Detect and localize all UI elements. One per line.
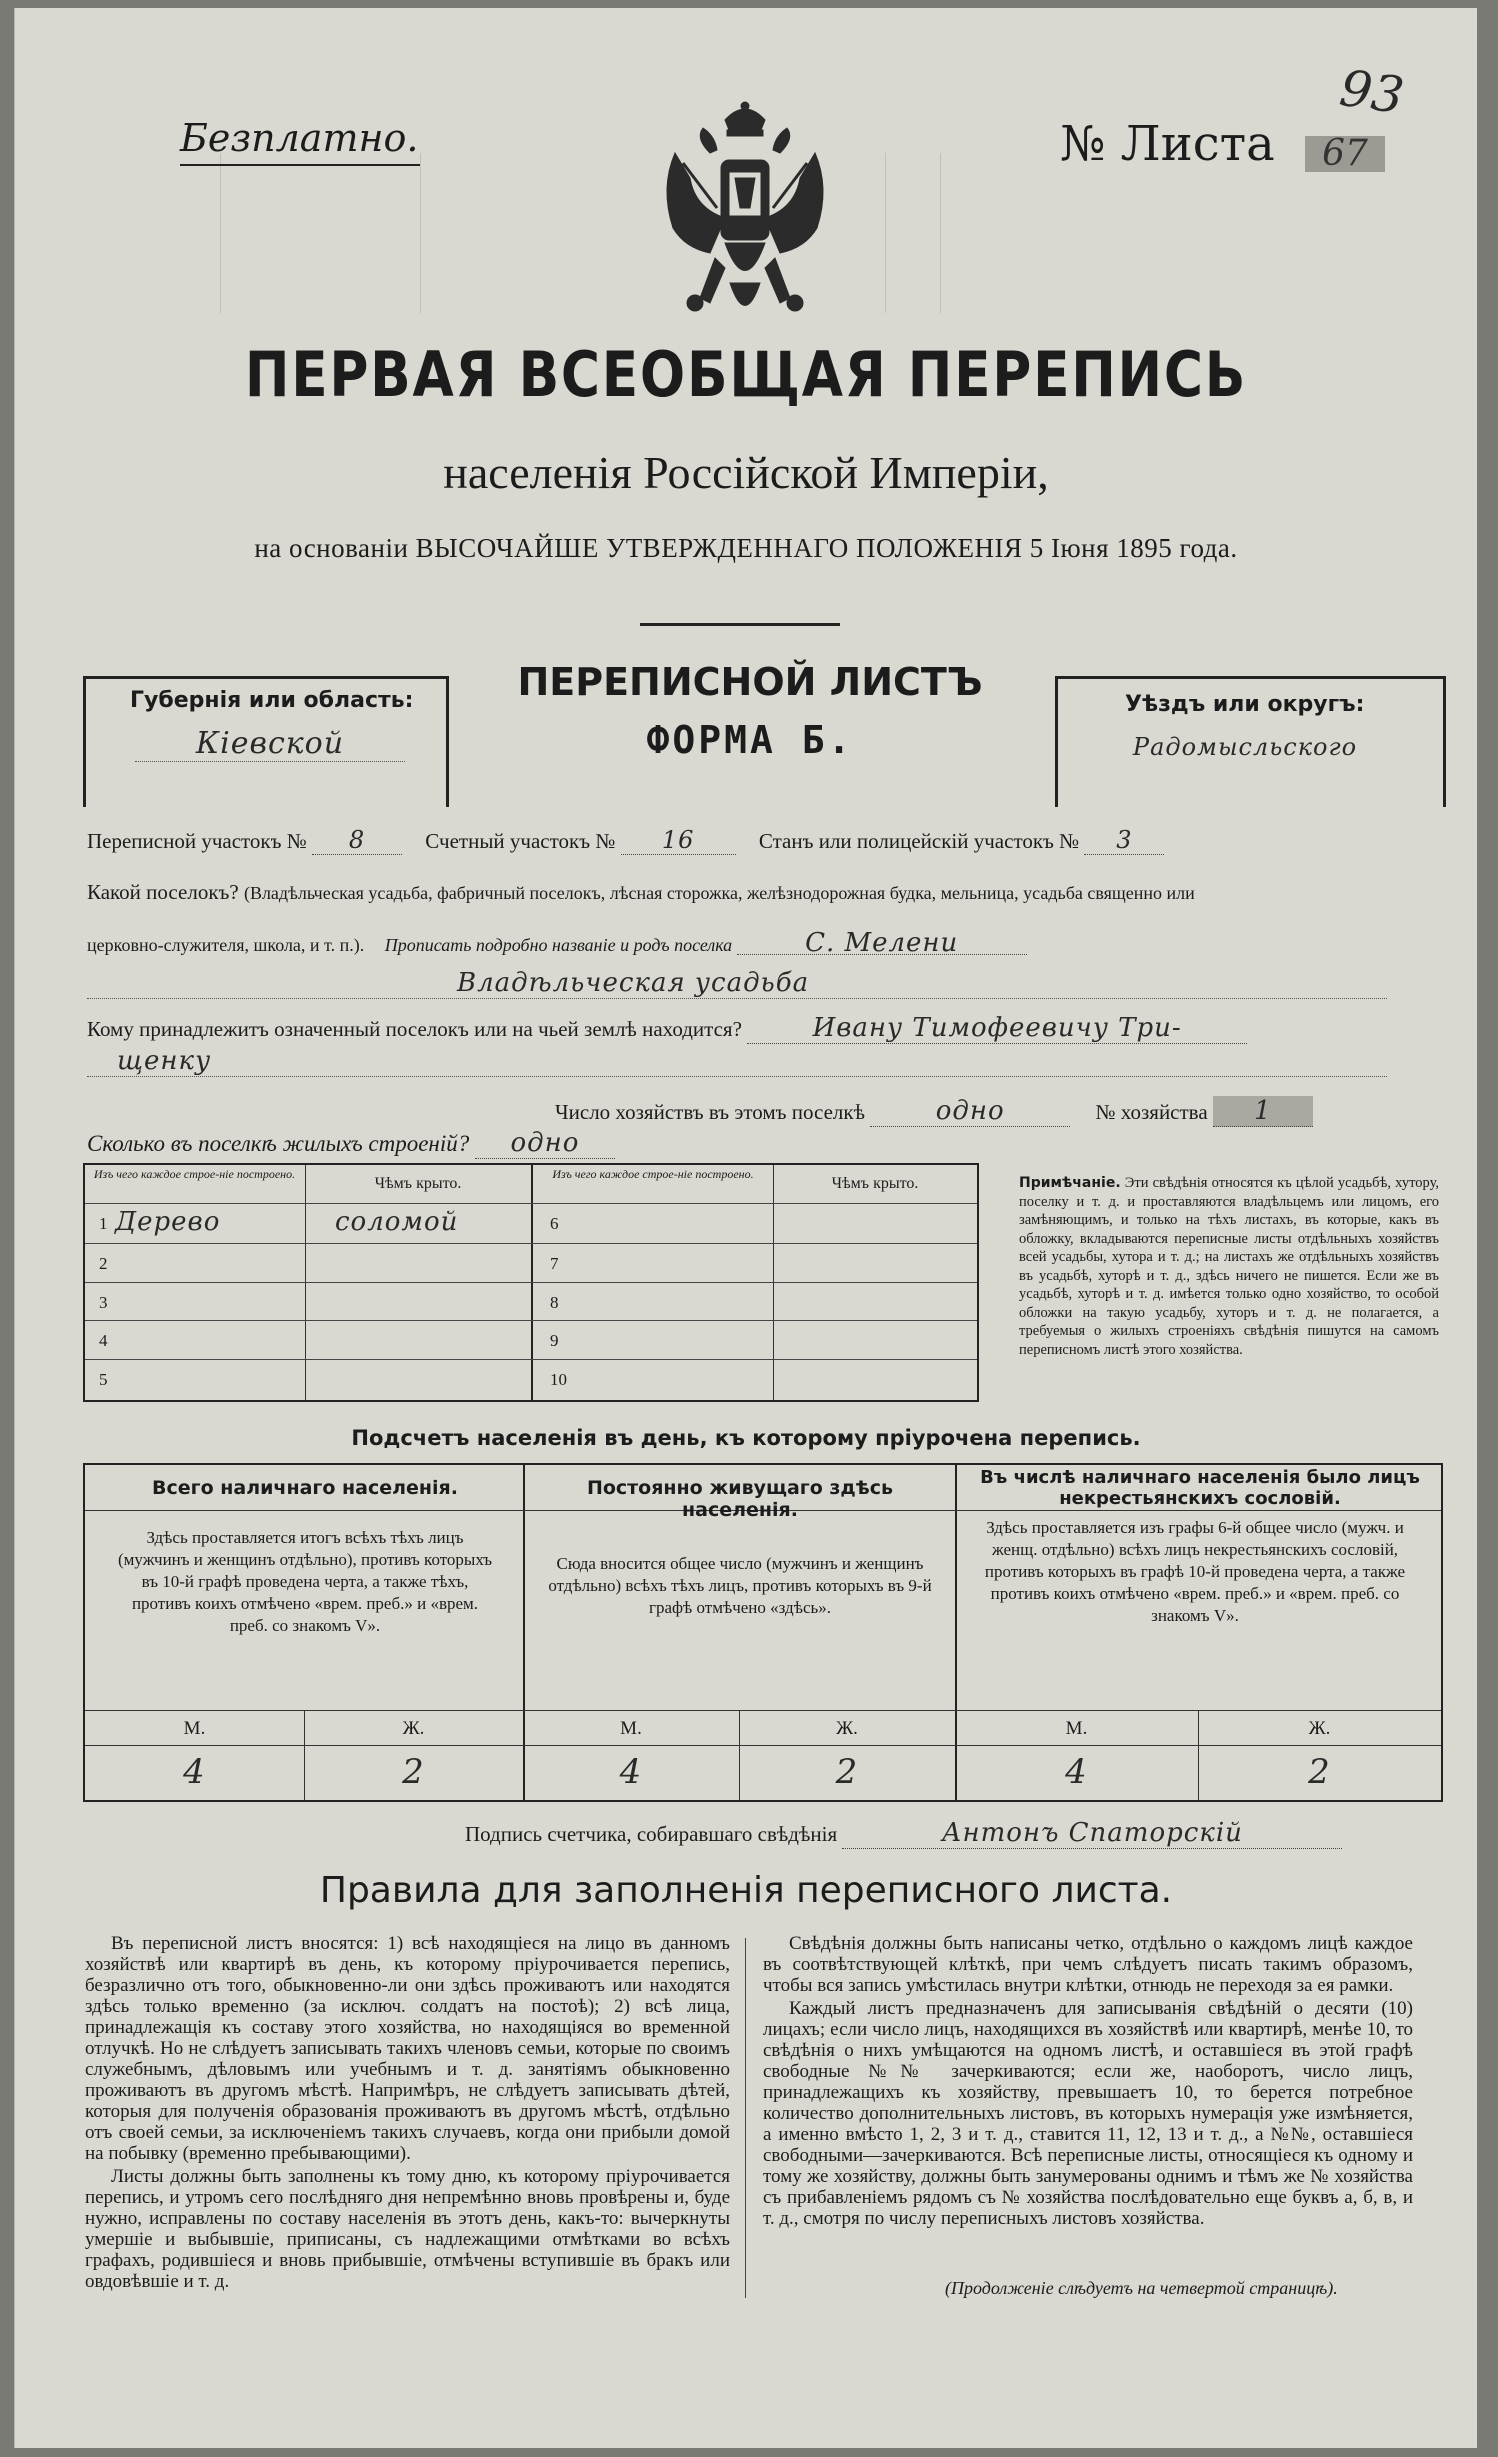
row-number: 10: [550, 1370, 567, 1389]
rules-paragraph: Листы должны быть заполнены къ тому дню, къ которому пріурочивается перепись, и утромъ сего послѣдняго дня непремѣнно вновь провѣрены и, буде нужно, исправлены по составу населенія въ этотъ день, какъ-то: вычеркнуты умершіе и выбывшіе, приписаны, съ надлежащими отмѣтками во всѣхъ графахъ, родившіеся и вновь прибывшіе, отмѣчены вступившіе въ бракъ или овдовѣвшіе и т. д.: [85, 2166, 730, 2292]
rules-paragraph: Въ переписной листъ вносятся: 1) всѣ находящіеся на лицо въ данномъ хозяйствѣ или квартирѣ въ день, къ которому пріурочивается перепись, безразлично отъ того, обыкновенно-ли они здѣсь проживаютъ или находятся здѣсь только временно (за исключ. солдатъ на постоѣ); 2) всѣ лица, принадлежащія къ составу этого хозяйства, но находящіяся во временной отлучкѣ. Но не слѣдуетъ записывать такихъ членовъ семьи, которые по своимъ служебнымъ, дѣловымъ или учебнымъ и т. д. занятіямъ обыкновенно проживаютъ въ другомъ мѣстѣ. Напримѣръ, не слѣдуетъ записывать дѣтей, которыя для полученія образованія проживаютъ въ другомъ мѣстѣ, отдѣльно отъ своей семьи, за исключеніемъ такихъ случаевъ, когда они прибыли домой на побывку (временно пребывающими).: [85, 1933, 730, 2164]
buildings-table: [83, 1163, 979, 1402]
province-label: Губернія или область:: [130, 688, 414, 713]
subtitle: населенія Россійской Имперіи,: [443, 447, 1049, 498]
free-underline: [180, 164, 420, 166]
male-header: М.: [183, 1718, 206, 1739]
settlement-row: [87, 880, 1195, 905]
row-number: 3: [99, 1293, 108, 1312]
count-title: Подсчетъ населенія въ день, къ которому пріурочена перепись.: [351, 1426, 1141, 1450]
male-header: М.: [1065, 1718, 1088, 1739]
settlement-hint: (Владѣльческая усадьба, фабричный поселокъ, лѣсная сторожка, желѣзнодорожная будка, мельница, усадьба священно или: [243, 883, 1195, 903]
owner-label: Кому принадлежитъ означенный поселокъ или на чьей землѣ находится?: [87, 1017, 742, 1041]
household-number-label: № хозяйства: [1095, 1100, 1208, 1124]
total-female-value: 2: [402, 1752, 425, 1792]
rules-paragraph: Каждый листъ предназначенъ для записыванія свѣдѣній о десяти (10) лицахъ; если число лицъ, находящихся въ хозяйствѣ или квартирѣ, менѣе 10, то свѣдѣнія о нихъ умѣщаются на одномъ листѣ, и оставшіеся въ этой графѣ свободные №№ зачеркиваются; если же, наоборотъ, число лицъ, принадлежащихъ къ хозяйству, превышаетъ 10, то берется потребное количество дополнительныхъ листовъ, въ которыхъ нумерація уже измѣняется, а именно вмѣсто 1, 2, 3 и т. д., ставится 11, 12, 13 и т. д., а №№, оставшіеся свободными—зачеркиваются. Всѣ переписные листы, относящіеся къ одному и тому же хозяйству, должны быть занумерованы однимъ и тѣмъ же № хозяйства съ прибавленіемъ рядомъ съ № хозяйства послѣдовательно еще буквъ а, б, в, и т. д., смотря по числу переписныхъ листовъ хозяйства.: [763, 1998, 1413, 2229]
row-number: 5: [99, 1370, 108, 1389]
bleed-through-line: [220, 153, 221, 313]
row-number: 1: [99, 1214, 108, 1233]
settlement-label: Какой поселокъ?: [87, 880, 239, 904]
row-number: 7: [550, 1254, 559, 1273]
census-district-label: Переписной участокъ №: [87, 829, 307, 853]
form-type-title: ФОРМА Б.: [646, 718, 854, 762]
rules-divider: [745, 1938, 746, 2298]
male-header: М.: [620, 1718, 642, 1739]
free-of-charge-label: Безплатно.: [180, 116, 419, 160]
settlement-hint-2: церковно-служителя, школа, и т. п.).: [87, 935, 365, 955]
households-label: Число хозяйствъ въ этомъ поселкѣ: [555, 1100, 865, 1124]
settlement-value: С. Мелени: [737, 933, 1027, 955]
census-sheet: [14, 8, 1477, 2448]
row-number: 2: [99, 1254, 108, 1273]
count-desc-nonpeasant: Здѣсь проставляется изъ графы 6-й общее число (мужч. и женщ. отдѣльно) всѣхъ лицъ некрестьянскихъ сословій, противъ которыхъ въ графѣ 10-й проведена черта, а также противъ коихъ отмѣчено «врем. преб.» и «врем. преб. со знакомъ V».: [984, 1518, 1406, 1625]
divider: [640, 623, 840, 626]
building-roof: соломой: [335, 1207, 459, 1237]
count-head-permanent: Постоянно живущаго здѣсь населенія.: [586, 1477, 894, 1521]
female-header: Ж.: [1308, 1718, 1331, 1739]
bleed-through-line: [420, 153, 421, 313]
settlement-hint-3: Прописать подробно названіе и родъ поселка: [384, 935, 733, 955]
permanent-female-value: 2: [835, 1752, 859, 1792]
owner-value: Ивану Тимофеевичу Три-: [747, 1013, 1247, 1044]
bleed-through-line: [885, 153, 886, 313]
stan-value: 3: [1084, 826, 1164, 855]
note-block: [1019, 1174, 1439, 1359]
buildings-value: одно: [475, 1128, 615, 1159]
nonpeasant-female-value: 2: [1308, 1752, 1331, 1792]
rules-title: Правила для заполненія переписного листа.: [319, 1870, 1173, 1911]
census-district-value: 8: [312, 826, 402, 855]
continued-note: (Продолженіе слѣдуетъ на четвертой страницѣ).: [945, 2278, 1338, 2298]
count-district-label: Счетный участокъ №: [425, 829, 616, 853]
signature-row: [465, 1818, 1342, 1849]
count-desc-permanent: Сюда вносится общее число (мужчинъ и женщинъ отдѣльно) всѣхъ тѣхъ лицъ, противъ которыхъ въ 9-й графѣ отмѣчено «здѣсь».: [548, 1554, 932, 1617]
row-number: 6: [550, 1214, 559, 1233]
households-row: [555, 1096, 1313, 1127]
row-number: 8: [550, 1293, 559, 1312]
sheet-type-title: ПЕРЕПИСНОЙ ЛИСТЪ: [517, 660, 983, 704]
female-header: Ж.: [402, 1718, 425, 1739]
buildings-col-roof: Чѣмъ крыто.: [374, 1175, 462, 1192]
total-male-value: 4: [183, 1752, 206, 1792]
buildings-col-roof-2: Чѣмъ крыто.: [831, 1175, 919, 1192]
buildings-label: Сколько въ поселкѣ жилыхъ строеній?: [87, 1131, 470, 1156]
bleed-through-line: [940, 153, 941, 313]
households-value: одно: [870, 1096, 1070, 1127]
row-number: 9: [550, 1331, 559, 1350]
household-number-value: 1: [1213, 1096, 1313, 1127]
signature-label: Подпись счетчика, собиравшаго свѣдѣнія: [465, 1822, 838, 1846]
count-head-total: Всего наличнаго населенія.: [152, 1477, 458, 1499]
main-title: ПЕРВАЯ ВСЕОБЩАЯ ПЕРЕПИСЬ: [244, 338, 1248, 411]
rules-right-column: [763, 1933, 1413, 2231]
note-title: Примѣчаніе.: [1019, 1175, 1121, 1191]
district-row: [87, 826, 1164, 855]
nonpeasant-male-value: 4: [1065, 1752, 1088, 1792]
owner-value-2: щенку: [87, 1046, 1387, 1077]
decree-line: на основаніи ВЫСОЧАЙШЕ УТВЕРЖДЕННАГО ПОЛОЖЕНІЯ 5 Іюня 1895 года.: [254, 533, 1238, 563]
uezd-value: Радомысльского: [1132, 733, 1358, 761]
rules-paragraph: Свѣдѣнія должны быть написаны четко, отдѣльно о каждомъ лицѣ каждое въ соотвѣтствующей клѣткѣ, при чемъ слѣдуетъ писать такимъ образомъ, чтобы вся запись умѣстилась внутри клѣтки, отнюдь не переходя за ея рамки.: [763, 1933, 1413, 1996]
settlement-row-2: [87, 928, 1027, 958]
population-count-table: [83, 1463, 1443, 1802]
settlement-value-2: Владѣльческая усадьба: [87, 968, 1387, 999]
imperial-eagle-crest-icon: [655, 98, 835, 333]
sheet-number-label: № Листа: [1060, 116, 1275, 172]
uezd-label: Уѣздъ или округъ:: [1125, 692, 1365, 717]
buildings-col-material-2: Изъ чего каждое строе-ніе построено.: [552, 1167, 754, 1181]
province-value: Кіевской: [135, 726, 405, 762]
signature-value: Антонъ Спаторскій: [842, 1818, 1342, 1849]
owner-row: [87, 1013, 1247, 1044]
buildings-row: [87, 1128, 615, 1159]
permanent-male-value: 4: [619, 1752, 643, 1792]
building-material: Дерево: [115, 1207, 221, 1237]
stan-label: Станъ или полицейскій участокъ №: [758, 829, 1080, 853]
female-header: Ж.: [836, 1718, 858, 1739]
archive-page-number: 93: [1336, 58, 1408, 126]
count-district-value: 16: [621, 826, 736, 855]
count-head-nonpeasant: Въ числѣ наличнаго населенія было лицъ некрестьянскихъ сословій.: [980, 1467, 1420, 1509]
buildings-col-material: Изъ чего каждое строе-ніе построено.: [93, 1167, 296, 1181]
count-desc-total: Здѣсь проставляется итогъ всѣхъ тѣхъ лицъ (мужчинъ и женщинъ отдѣльно), противъ которыхъ въ 10-й графѣ проведена черта, а также тѣхъ, противъ коихъ отмѣчено «врем. преб.» и «врем. преб. со знакомъ V».: [118, 1528, 492, 1635]
rules-left-column: [85, 1933, 730, 2294]
note-text: Эти свѣдѣнія относятся къ цѣлой усадьбѣ, хутору, поселку и т. д. и проставляются владѣльцемъ или лицомъ, его замѣняющимъ, и только на тѣхъ листахъ, въ которые, какъ въ обложку, вкладываются переписные листы отдѣльныхъ хозяйствъ всей усадьбы, хутора и т. д.; на листахъ же отдѣльныхъ хозяйствъ въ усадьбѣ, хуторѣ и т. д., здѣсь ничего не пишется. Если же въ усадьбѣ, хуторѣ и т. д. имѣется только одно хозяйство, то особой обложки на такую усадьбу, хуторъ и т. д. не полагается, а требуемыя о жилыхъ строеніяхъ свѣдѣнія пишутся на самомъ переписномъ листѣ этого хозяйства.: [1019, 1175, 1440, 1358]
sheet-number-value: 67: [1305, 136, 1385, 172]
row-number: 4: [99, 1331, 108, 1350]
